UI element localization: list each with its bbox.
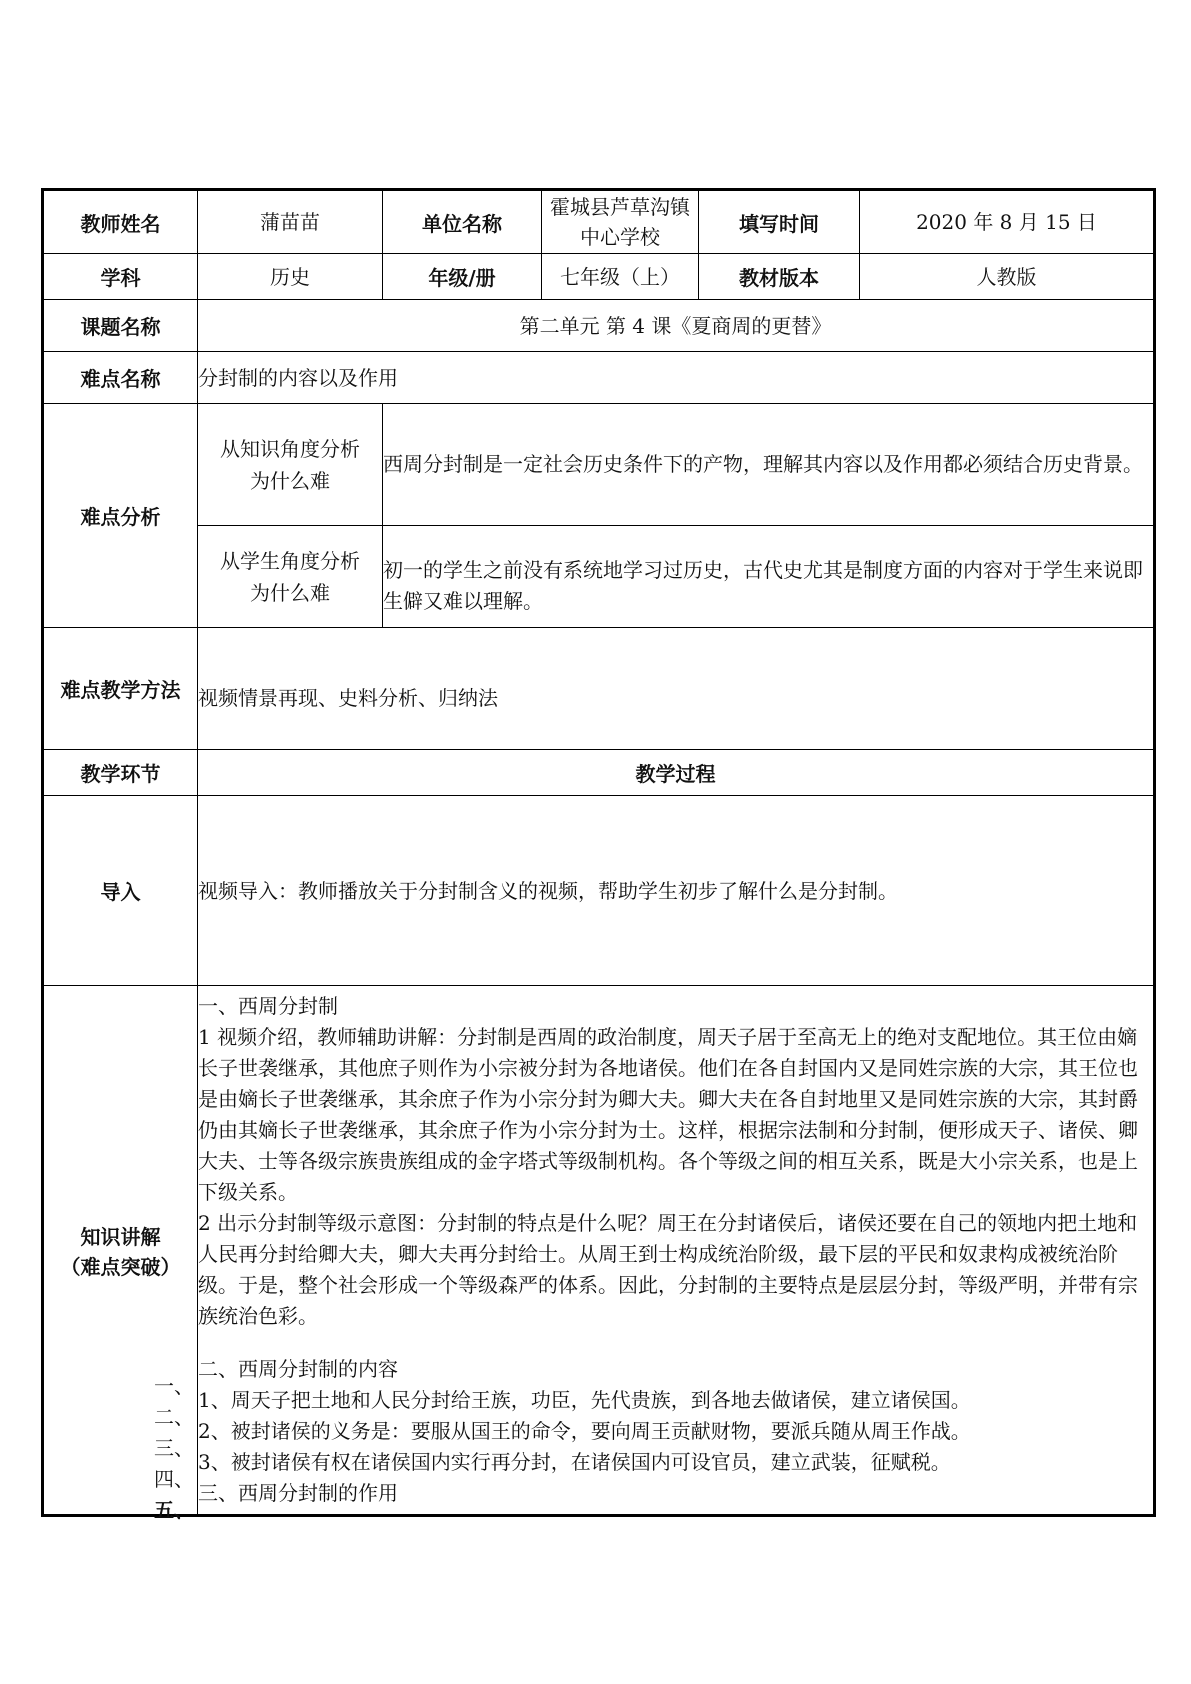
- topic-row: [43, 300, 1155, 352]
- knowledge-angle-line1: 从知识角度分析: [220, 436, 360, 461]
- knowledge-angle-text: 西周分封制是一定社会历史条件下的产物，理解其内容以及作用都必须结合历史背景。: [383, 404, 1155, 526]
- content-item-2: 2、被封诸侯的义务是：要服从国王的命令，要向周王贡献财物，要派兵随从周王作战。: [198, 1419, 971, 1443]
- analysis-label: 难点分析: [43, 404, 198, 628]
- outline-marker-4: 四、: [154, 1467, 194, 1491]
- difficulty-row: [43, 352, 1155, 404]
- grade-label: 年级/册: [383, 254, 542, 300]
- method-label: 难点教学方法: [43, 628, 198, 750]
- header-row: [43, 190, 1155, 254]
- knowledge-paragraph-2: 2 出示分封制等级示意图：分封制的特点是什么呢？周王在分封诸侯后，诸侯还要在自己的领地内把土地和人民再分封给卿大夫，卿大夫再分封给士。从周王到士构成统治阶级，最下层的平民和奴隶构成被统治阶级。于是，整个社会形成一个等级森严的体系。因此，分封制的主要特点是层层分封，等级严明，并带有宗族统治色彩。: [198, 1211, 1138, 1328]
- stage-label: 教学环节: [43, 750, 198, 796]
- student-angle-label: [198, 526, 383, 628]
- unit-name-value: [542, 190, 699, 254]
- intro-row: [43, 796, 1155, 986]
- knowledge-angle-label: [198, 404, 383, 526]
- fill-date-value: 2020 年 8 月 15 日: [860, 190, 1155, 254]
- textbook-value: 人教版: [860, 254, 1155, 300]
- knowledge-row: [43, 986, 1155, 1516]
- intro-label: 导入: [43, 796, 198, 986]
- subject-row: [43, 254, 1155, 300]
- topic-label: 课题名称: [43, 300, 198, 352]
- student-angle-line2: 为什么难: [250, 580, 330, 605]
- content-item-1: 1、周天子把土地和人民分封给王族，功臣，先代贵族，到各地去做诸侯，建立诸侯国。: [198, 1388, 971, 1412]
- teacher-name-label: 教师姓名: [43, 190, 198, 254]
- knowledge-content: [198, 986, 1155, 1516]
- method-value: 视频情景再现、史料分析、归纳法: [198, 628, 1155, 750]
- grade-value: 七年级（上）: [542, 254, 699, 300]
- difficulty-label: 难点名称: [43, 352, 198, 404]
- unit-name-line2: 中心学校: [580, 225, 660, 249]
- process-header-row: [43, 750, 1155, 796]
- knowledge-heading-1: 一、西周分封制: [198, 994, 338, 1018]
- analysis-knowledge-row: [43, 404, 1155, 526]
- knowledge-label-line1: 知识讲解: [80, 1225, 161, 1249]
- subject-label: 学科: [43, 254, 198, 300]
- fill-date-label: 填写时间: [699, 190, 860, 254]
- intro-text: 视频导入：教师播放关于分封制含义的视频，帮助学生初步了解什么是分封制。: [198, 796, 1155, 986]
- topic-value: 第二单元 第 4 课《夏商周的更替》: [198, 300, 1155, 352]
- knowledge-label-line2: （难点突破）: [60, 1255, 181, 1279]
- content-item-3: 3、被封诸侯有权在诸侯国内实行再分封，在诸侯国内可设官员，建立武装，征赋税。: [198, 1450, 951, 1474]
- process-label: 教学过程: [198, 750, 1155, 796]
- knowledge-heading-3: 三、西周分封制的作用: [198, 1481, 398, 1505]
- knowledge-paragraph-1: 1 视频介绍，教师辅助讲解：分封制是西周的政治制度，周天子居于至高无上的绝对支配地位。其王位由嫡长子世袭继承，其他庶子则作为小宗被分封为各地诸侯。他们在各自封国内又是同姓宗族的大宗，其王位也是由嫡长子世袭继承，其余庶子作为小宗分封为卿大夫。卿大夫在各自封地里又是同姓宗族的大宗，其封爵仍由其嫡长子世袭继承，其余庶子作为小宗分封为士。这样，根据宗法制和分封制，便形成天子、诸侯、卿大夫、士等各级宗族贵族组成的金字塔式等级制机构。各个等级之间的相互关系，既是大小宗关系，也是上下级关系。: [198, 1025, 1138, 1204]
- difficulty-value: 分封制的内容以及作用: [198, 352, 1155, 404]
- outline-marker-1: 一、: [154, 1374, 194, 1398]
- student-angle-line1: 从学生角度分析: [220, 548, 360, 573]
- subject-value: 历史: [198, 254, 383, 300]
- unit-name-label: 单位名称: [383, 190, 542, 254]
- outline-marker-2: 二、: [154, 1405, 194, 1429]
- method-row: [43, 628, 1155, 750]
- knowledge-angle-line2: 为什么难: [250, 468, 330, 493]
- textbook-label: 教材版本: [699, 254, 860, 300]
- unit-name-line1: 霍城县芦草沟镇: [550, 195, 690, 219]
- paragraph-gap: [198, 1332, 1153, 1354]
- student-angle-text: 初一的学生之前没有系统地学习过历史，古代史尤其是制度方面的内容对于学生来说即生僻又难以理解。: [383, 526, 1155, 628]
- analysis-student-row: [43, 526, 1155, 628]
- outline-markers: [140, 1371, 194, 1526]
- lesson-plan-table: [41, 188, 1156, 1517]
- outline-marker-5: 五、: [154, 1498, 194, 1522]
- knowledge-heading-2: 二、西周分封制的内容: [198, 1357, 398, 1381]
- outline-marker-3: 三、: [154, 1436, 194, 1460]
- teacher-name-value: 蒲苗苗: [198, 190, 383, 254]
